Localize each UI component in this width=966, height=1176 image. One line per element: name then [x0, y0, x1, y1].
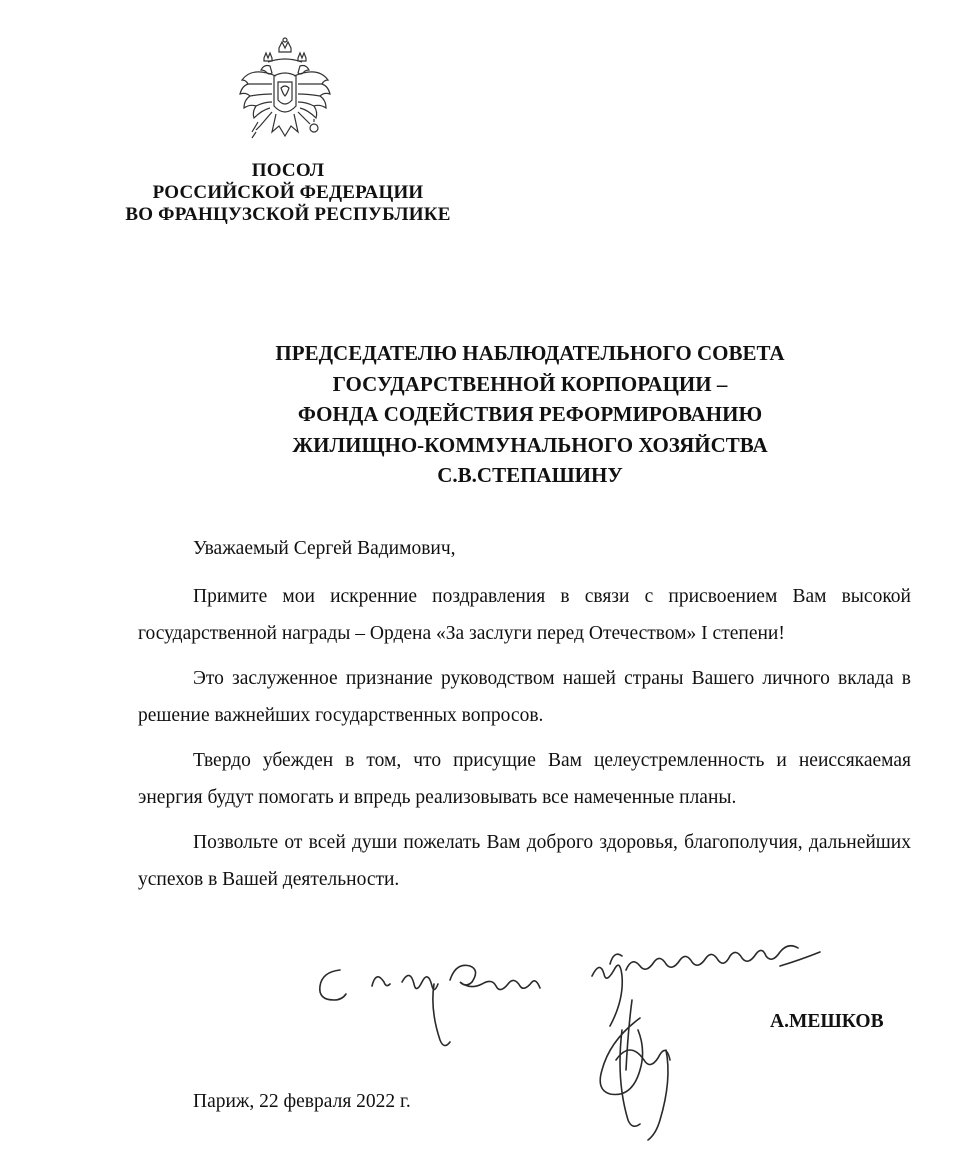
- sender-line: ПОСОЛ: [251, 160, 325, 181]
- addressee-block: [220, 338, 840, 491]
- addressee-line: ГОСУДАРСТВЕННОЙ КОРПОРАЦИИ –: [332, 371, 728, 396]
- signer-name: А.МЕШКОВ: [770, 1011, 884, 1032]
- addressee-line: ФОНДА СОДЕЙСТВИЯ РЕФОРМИРОВАНИЮ: [297, 402, 763, 426]
- letter-body: [138, 578, 911, 906]
- handwritten-signature: [310, 930, 830, 1170]
- paragraph: Примите мои искренние поздравления в связи с присвоением Вам высокой государственной награды – Ордена «За заслуги перед Отечеством» I степени!: [138, 586, 911, 644]
- paragraph: Это заслуженное признание руководством нашей страны Вашего личного вклада в решение важнейших государственных вопросов.: [138, 668, 911, 726]
- sender-line: РОССИЙСКОЙ ФЕДЕРАЦИИ: [152, 182, 424, 203]
- sender-line: ВО ФРАНЦУЗСКОЙ РЕСПУБЛИКЕ: [125, 204, 451, 225]
- sender-block: [110, 160, 466, 226]
- greeting: Уважаемый Сергей Вадимович,: [193, 538, 456, 559]
- place-date: Париж, 22 февраля 2022 г.: [193, 1091, 411, 1112]
- russian-coat-of-arms-icon: [232, 36, 338, 144]
- addressee-name: С.В.СТЕПАШИНУ: [437, 463, 623, 487]
- paragraph: Твердо убежден в том, что присущие Вам целеустремленность и неиссякаемая энергия будут помогать и впредь реализовывать все намеченные планы.: [138, 750, 911, 808]
- paragraph: Позвольте от всей души пожелать Вам доброго здоровья, благополучия, дальнейших успехов в Вашей деятельности.: [138, 832, 911, 890]
- addressee-line: ЖИЛИЩНО-КОММУНАЛЬНОГО ХОЗЯЙСТВА: [292, 432, 768, 457]
- addressee-line: ПРЕДСЕДАТЕЛЮ НАБЛЮДАТЕЛЬНОГО СОВЕТА: [275, 341, 785, 365]
